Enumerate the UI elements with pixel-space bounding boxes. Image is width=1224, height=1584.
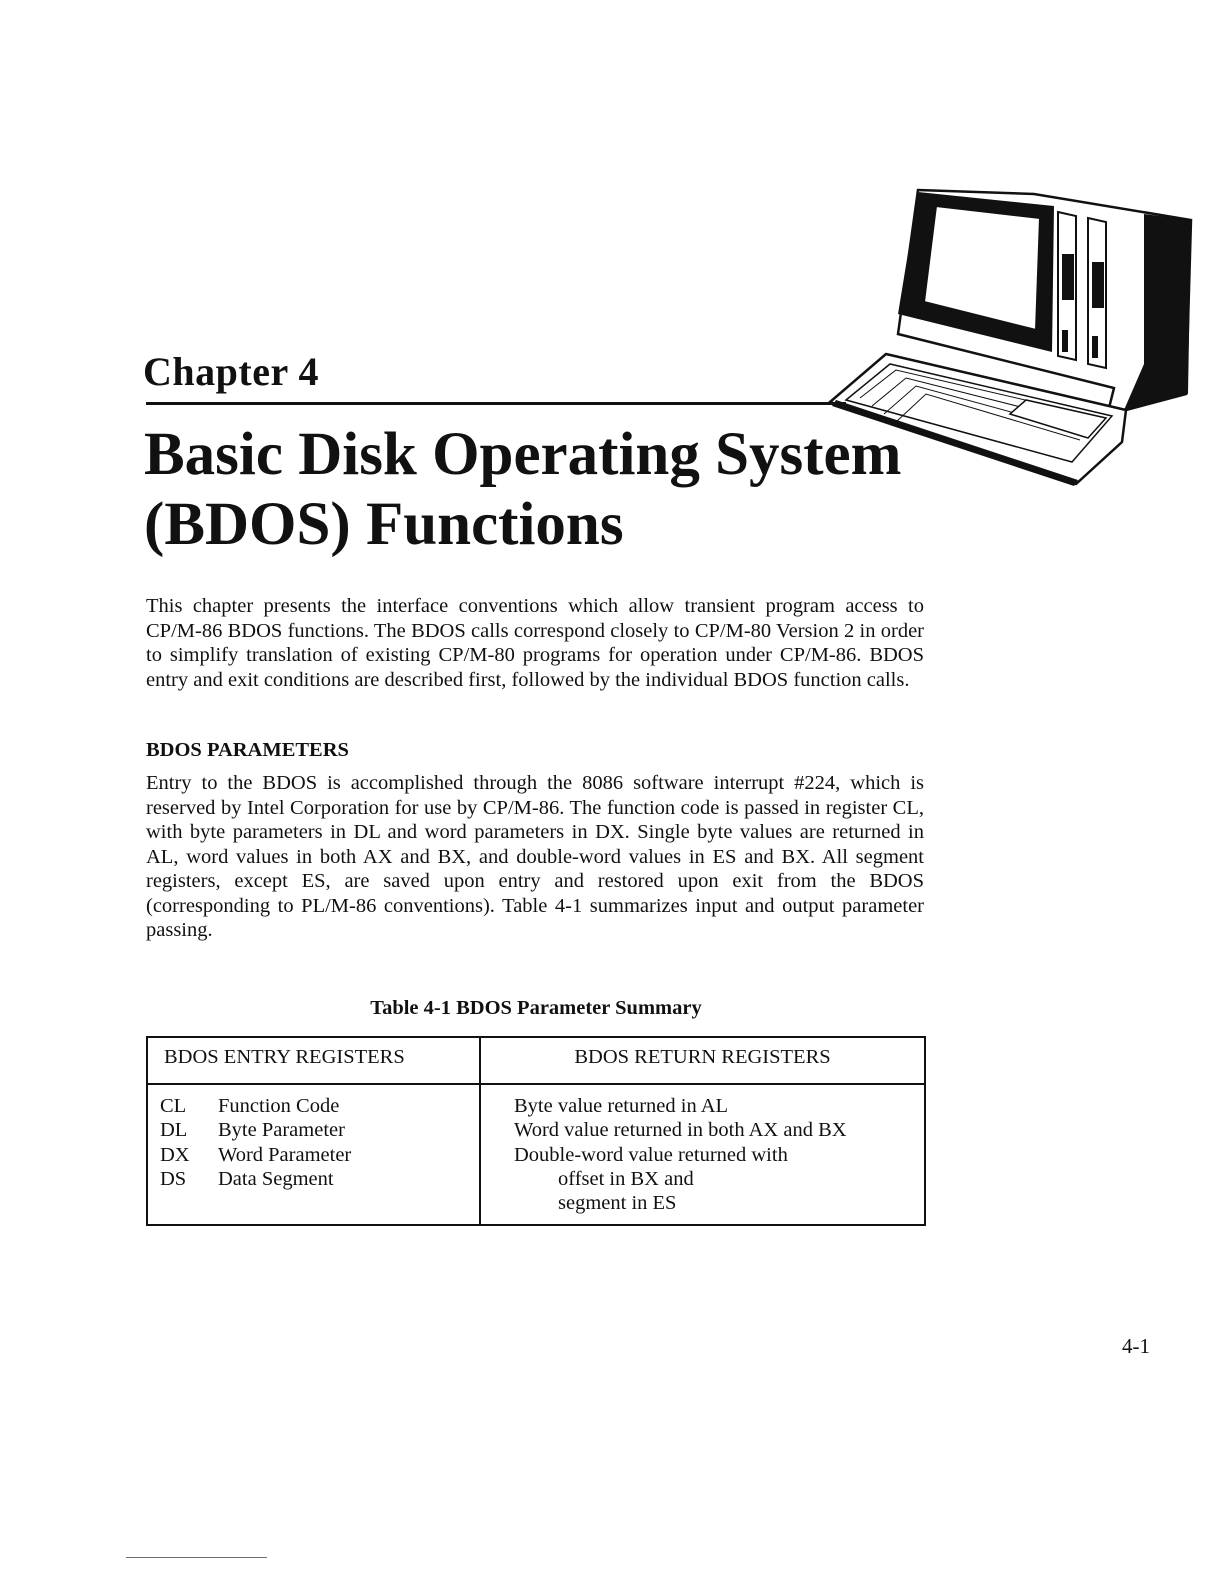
scan-artifact-line [126,1557,267,1558]
return-line: offset in BX and [558,1167,694,1190]
register-name: DS [160,1167,187,1190]
chapter-title-line-2: (BDOS) Functions [144,491,624,558]
register-description: Word Parameter [218,1143,352,1166]
return-line: Byte value returned in AL [514,1095,729,1117]
register-name: CL [160,1095,187,1117]
page-number: 4-1 [1122,1334,1150,1358]
return-registers-header: BDOS RETURN REGISTERS [574,1046,831,1068]
chapter-label: Chapter 4 [143,349,319,394]
chapter-title-line-1: Basic Disk Operating System [144,421,902,488]
section-heading: BDOS PARAMETERS [146,739,349,761]
table-row [160,1167,351,1191]
entry-registers-header: BDOS ENTRY REGISTERS [164,1046,405,1068]
table-row [160,1143,351,1167]
entry-registers-list [160,1094,351,1191]
table-header-divider [148,1083,924,1085]
return-line: Word value returned in both AX and BX [514,1119,847,1142]
table-row [160,1094,351,1118]
return-registers-list [514,1094,847,1215]
chapter-title [144,420,901,560]
register-name: DL [160,1119,188,1142]
register-description: Data Segment [218,1167,334,1190]
parameter-table [146,1036,926,1226]
return-line: segment in ES [558,1192,677,1215]
table-caption: Table 4-1 BDOS Parameter Summary [370,997,702,1019]
chapter-rule [146,402,846,405]
section-paragraph: Entry to the BDOS is accomplished through the 8086 software interrupt #224, which is reserved by Intel Corporation for use by CP/M-86. The function code is passed in register CL, with byte parameters in DL and word parameters in DX. Single byte values are returned in AL, word values in both AX and BX, and double-word values in ES and BX. All segment registers, except ES, are saved upon entry and restored upon exit from the BDOS (corresponding to PL/M-86 conventions). Table 4-1 summarizes input and output parameter passing. [146,772,924,941]
register-name: DX [160,1143,190,1166]
register-description: Function Code [218,1095,340,1117]
register-description: Byte Parameter [218,1119,345,1142]
table-row [160,1118,351,1142]
return-line: Double-word value returned with [514,1143,788,1166]
intro-paragraph: This chapter presents the interface conventions which allow transient program access to CP/M-86 BDOS functions. The BDOS calls correspond closely to CP/M-80 Version 2 in order to simplify translation of existing CP/M-80 programs for operation under CP/M-86. BDOS entry and exit conditions are described first, followed by the individual BDOS function calls. [146,595,924,691]
